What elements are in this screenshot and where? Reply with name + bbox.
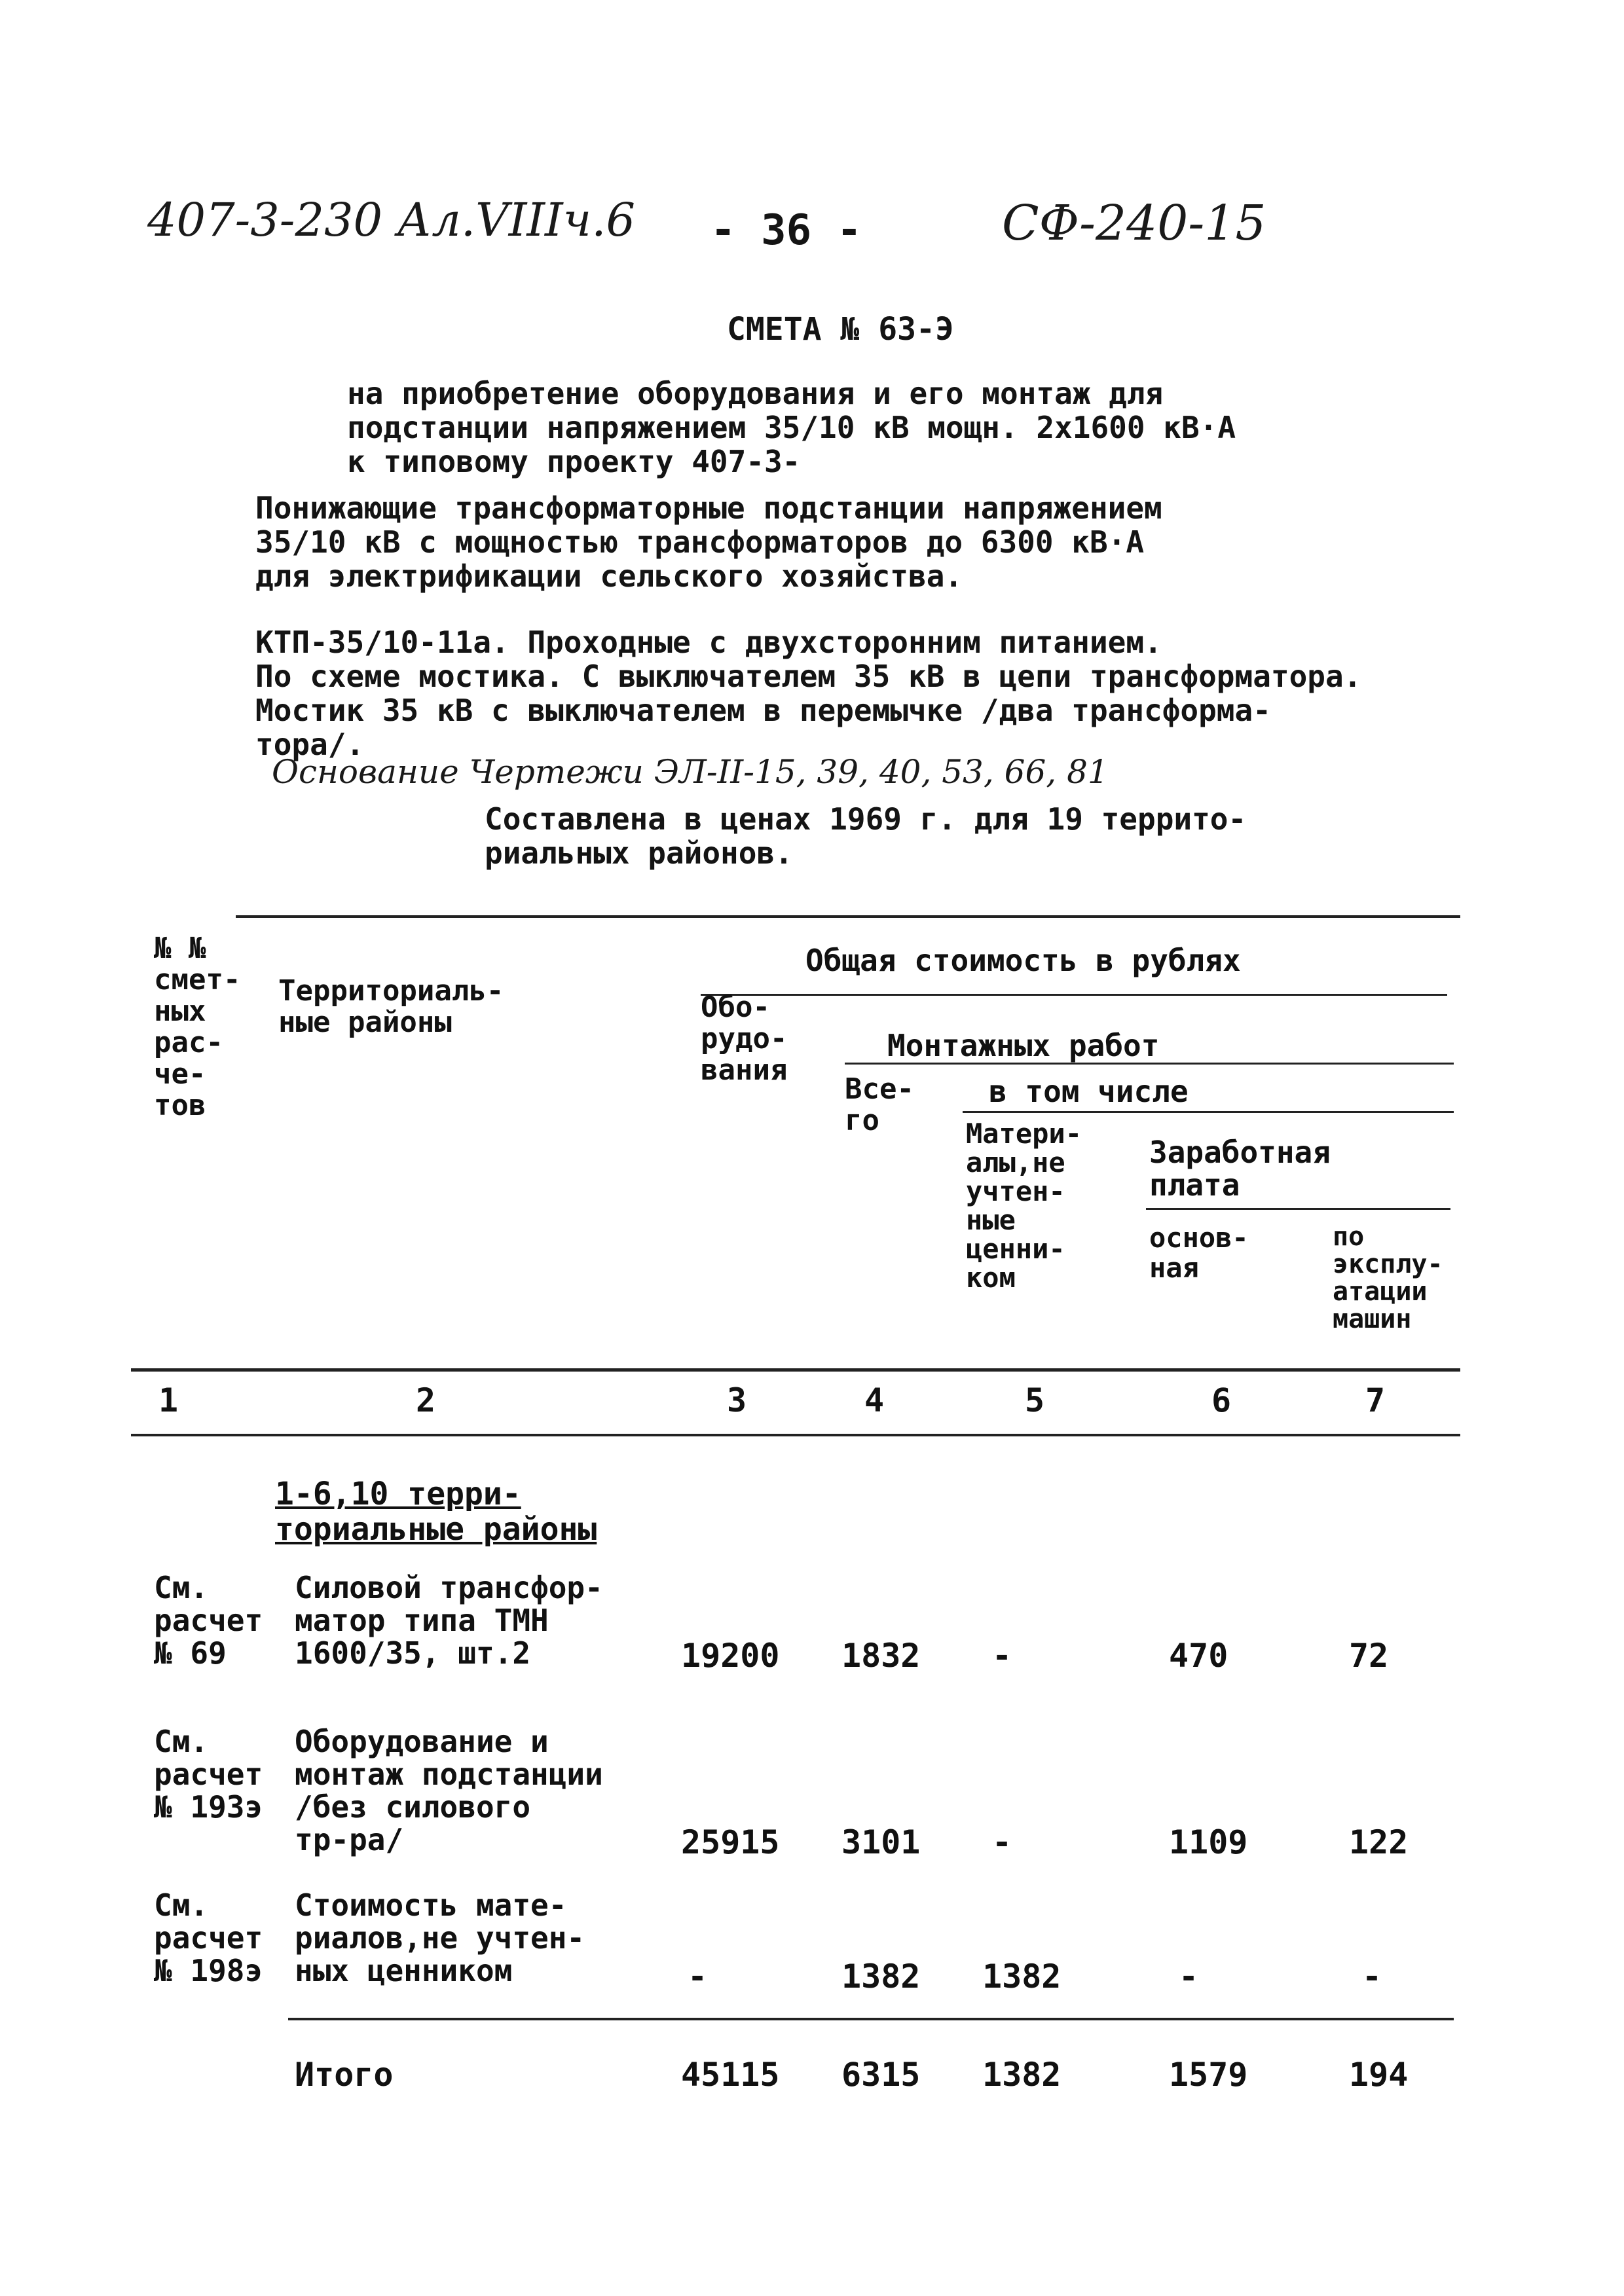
row-value-salary: 1109 <box>1169 1823 1248 1861</box>
estimate-subtitle: на приобретение оборудования и его монтаж для подстанции напряжением 35/10 кВ мощн. 2х1600 кВ·А к типовому проекту 407-3- <box>347 376 1236 479</box>
group-header-installation: Монтажных работ <box>887 1028 1160 1063</box>
header-bottom-rule <box>131 1368 1460 1372</box>
substation-description: КТП-35/10-11а. Проходные с двухсторонним питанием. По схеме мостика. С выключателем 35 кВ в цепи трансформатора. Мостик 35 кВ с выключателем в перемычке /два трансформа- тора/. <box>255 625 1362 762</box>
col-header-districts: Территориаль- ные районы <box>278 974 504 1039</box>
col-header-equipment: Обо- рудо- вания <box>701 991 788 1087</box>
row-name: Силовой трансфор- матор типа ТМН 1600/35, шт.2 <box>295 1570 603 1671</box>
col-header-salary-basic: основ- ная <box>1149 1222 1249 1284</box>
estimate-title: СМЕТА № 63-Э <box>727 311 954 348</box>
row-value-salary: - <box>1179 1958 1199 1995</box>
total-rule <box>288 2018 1454 2020</box>
row-value-materials: - <box>992 1823 1012 1861</box>
column-number: 5 <box>1025 1381 1045 1419</box>
document-code: 407-3-230 Ал.VIIIч.6 <box>147 193 635 247</box>
incl-rule <box>963 1111 1454 1113</box>
price-basis: Составлена в ценах 1969 г. для 19 террито- риальных районов. <box>485 801 1247 871</box>
total-value-materials: 1382 <box>982 2056 1061 2094</box>
row-value-materials: - <box>992 1637 1012 1675</box>
column-number: 3 <box>727 1381 747 1419</box>
row-value-total: 3101 <box>841 1823 921 1861</box>
group-header-total-cost: Общая стоимость в рублях <box>805 943 1241 978</box>
section-title: 1-6,10 терри- ториальные районы <box>275 1476 597 1548</box>
group-header-salary: Заработная плата <box>1149 1135 1331 1203</box>
total-value-salary: 1579 <box>1169 2056 1248 2094</box>
row-value-machines: 72 <box>1349 1637 1389 1675</box>
row-value-salary: 470 <box>1169 1637 1228 1675</box>
col-header-salary-machines: по эксплу- атации машин <box>1333 1222 1443 1334</box>
col-header-materials: Матери- алы,не учтен- ные ценни- ком <box>966 1118 1082 1294</box>
col-header-estimate-no: № № смет- ных рас- че- тов <box>154 932 241 1122</box>
row-value-equipment: 19200 <box>681 1637 780 1675</box>
row-ref: См. расчет № 198э <box>154 1887 263 1988</box>
salary-rule <box>1146 1208 1450 1210</box>
column-number: 7 <box>1365 1381 1386 1419</box>
column-number: 2 <box>416 1381 436 1419</box>
total-cost-rule <box>701 994 1447 996</box>
row-value-equipment: - <box>688 1958 708 1995</box>
page-number: - 36 - <box>710 206 862 255</box>
column-numbers-rule <box>131 1434 1460 1436</box>
project-description: Понижающие трансформаторные подстанции напряжением 35/10 кВ с мощностью трансформаторов до 6300 кВ·А для электрификации сельского хозяйства. <box>255 490 1162 594</box>
table-top-rule <box>236 915 1460 918</box>
row-value-equipment: 25915 <box>681 1823 780 1861</box>
archive-code: СФ-240-15 <box>1002 195 1266 251</box>
total-label: Итого <box>295 2056 394 2094</box>
group-header-including: в том числе <box>989 1074 1189 1109</box>
row-value-total: 1832 <box>841 1637 921 1675</box>
row-value-total: 1382 <box>841 1958 921 1995</box>
column-number: 6 <box>1211 1381 1232 1419</box>
total-value-machines: 194 <box>1349 2056 1409 2094</box>
row-value-materials: 1382 <box>982 1958 1061 1995</box>
row-name: Стоимость мате- риалов,не учтен- ных ценником <box>295 1887 585 1988</box>
column-number: 4 <box>864 1381 885 1419</box>
drawings-basis: Основание Чертежи ЭЛ-II-15, 39, 40, 53, 66, 81 <box>272 753 1109 791</box>
total-value-equipment: 45115 <box>681 2056 780 2094</box>
row-value-machines: 122 <box>1349 1823 1409 1861</box>
row-ref: См. расчет № 193э <box>154 1724 263 1825</box>
total-value-total: 6315 <box>841 2056 921 2094</box>
row-ref: См. расчет № 69 <box>154 1570 263 1671</box>
row-value-machines: - <box>1362 1958 1382 1995</box>
col-header-total: Все- го <box>845 1072 914 1137</box>
column-number: 1 <box>158 1381 179 1419</box>
row-name: Оборудование и монтаж подстанции /без силового тр-ра/ <box>295 1724 603 1857</box>
